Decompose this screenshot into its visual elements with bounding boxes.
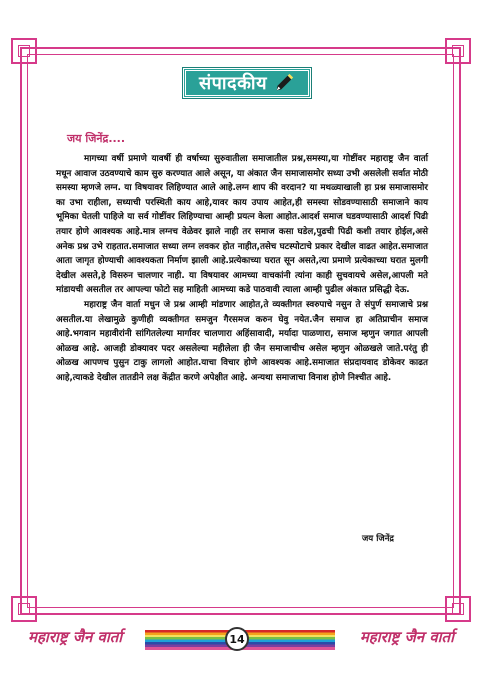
signature: जय जिनेंद्र [362, 534, 394, 544]
paragraph-2: महाराष्ट्र जैन वार्ता मधुन जे प्रश्न आम्ही मांडणार आहोत,ते व्यक्तीगत स्वरुपाचे नसुन ते संपुर्ण समाजाचे प्रश्न असतील.या लेखामुळे कुणीही व्यक्तीगत समजुन गैरसमज करुन घेवु नयेत.जैन समाज हा अतिप्राचीन समाज आहे.भगवान महावीरांनी सांगितलेल्या मार्गावर चालणारा अहिंसावादी, मर्यादा पाळणारा, समाज म्हणुन जगात आपली ओळख आहे. आजही डोक्यावर पदर असलेल्या महीलेला ही जैन समाजाचीच असेल म्हणुन ओळखले जाते.परंतु ही ओळख आपणच पुसुन टाकु लागलो आहोत.याचा विचार होणे आवश्यक आहे.समाजात संप्रदायवाद डोकेवर काढत आहे,त्याकडे देखील तातडीने लक्ष केंद्रीत करणे अपेक्षीत आहे. अन्यथा समाजाचा विनाश होणे निश्चीत आहे. [56, 299, 428, 383]
page-footer [0, 622, 482, 662]
footer-magazine-title-right: महाराष्ट्र जैन वार्ता [359, 628, 454, 646]
page-title: संपादकीय [198, 73, 268, 94]
greeting-text: जय जिनेंद्र.... [67, 132, 126, 145]
paragraph-1: मागच्या वर्षी प्रमाणे यावर्षी ही वर्षाच्या सुरुवातीला समाजातील प्रश्न,समस्या,या गोष्टींवर महाराष्ट्र जैन वार्ता मधून आवाज उठवण्याचे काम सुरु करण्यात आले असून, या अंकात जैन समाजासमोर सध्या उभी असलेली सर्वात मोठी समस्या म्हणजे लग्न. या विषयावर लिहिण्यात आले आहे.लग्न शाप की वरदान? या मथळ्याखाली हा प्रश्न समाजासमोर का उभा राहीला, सध्याची परस्थिती काय आहे,यावर काय उपाय आहेत,ही समस्या सोडवण्यासाठी समाजाने काय भूमिका घेतली पाहिजे या सर्व गोष्टींवर लिहिण्याचा आम्ही प्रयत्न केला आहोत.आदर्श समाज घडवण्यासाठी आदर्श पिढी तयार होणे आवश्यक आहे.मात्र लग्नच वेळेवर झाले नाही तर समाज कसा घडेल,पुढची पिढी कशी तयार होईल,असे अनेक प्रश्न उभे राहतात.समाजात सध्या लग्न लवकर होत नाहीत,तसेच घटस्पोटाचे प्रकार देखील वाढत आहेत.समाजात आता जागृत होण्याची आवश्यकता निर्माण झाली आहे.प्रत्येकाच्या घरात सून असते,त्या प्रमाणे प्रत्येकाच्या घरात मुलगी देखील असते,हे विसरुन चालणार नाही. या विषयावर आमच्या वाचकांनी त्यांना काही सुचवायचे असेल,आपली मते मांडायची असतील तर आपल्या फोटो सह माहिती आमच्या कडे पाठवावी त्याला आम्ही पुढील अंकात प्रसिद्धी देऊ. [56, 154, 428, 296]
editorial-body [56, 152, 428, 386]
footer-magazine-title-left: महाराष्ट्र जैन वार्ता [28, 628, 123, 646]
pen-nib-icon [273, 72, 295, 94]
page-number: 14 [225, 627, 249, 651]
editorial-title-box [183, 68, 311, 98]
